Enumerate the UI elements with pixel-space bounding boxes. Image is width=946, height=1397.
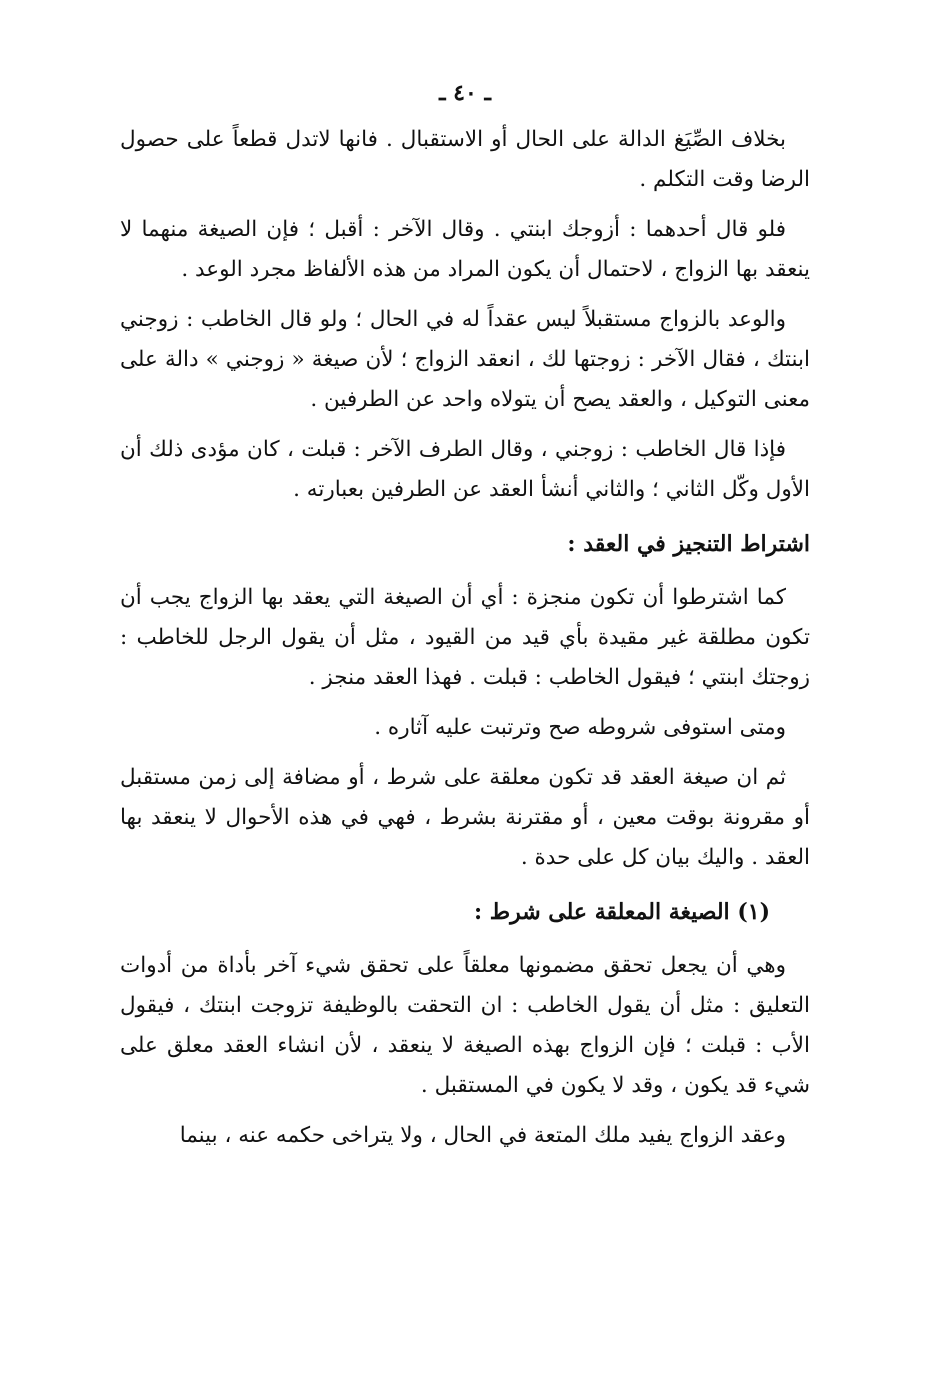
page-number: ـ ٤٠ ـ — [439, 80, 491, 106]
subsection-heading: (١) الصيغة المعلقة على شرط : — [473, 899, 770, 925]
paragraph-5: كما اشترطوا أن تكون منجزة : أي أن الصيغة التي يعقد بها الزواج يجب أن تكون مطلقة غير مقيدة بأي قيد من القيود ، مثل أن يقول الرجل للخاطب : زوجتك ابنتي ؛ فيقول الخاطب : قبلت . فهذا العقد منجز . — [120, 585, 810, 690]
paragraph-2: فلو قال أحدهما : أزوجك ابنتي . وقال الآخر : أقبل ؛ فإن الصيغة منهما لا ينعقد بها الزواج ، لاحتمال أن يكون المراد من هذه الألفاظ مجرد الوعد . — [120, 217, 810, 282]
document-page — [120, 80, 810, 1166]
paragraph-6: ومتى استوفى شروطه صح وترتبت عليه آثاره . — [374, 715, 786, 740]
section-heading: اشتراط التنجيز في العقد : — [567, 531, 810, 557]
paragraph-4: فإذا قال الخاطب : زوجني ، وقال الطرف الآخر : قبلت ، كان مؤدى ذلك أن الأول وكّل الثاني ؛ والثاني أنشأ العقد عن الطرفين بعبارته . — [120, 437, 810, 502]
paragraph-8: وهي أن يجعل تحقق مضمونها معلقاً على تحقق شيء آخر بأداة من أدوات التعليق : مثل أن يقول الخاطب : ان التحقت بالوظيفة تزوجت ابنتك ، فيقول الأب : قبلت ؛ فإن الزواج بهذه الصيغة لا ينعقد ، لأن انشاء العقد معلق على شيء قد يكون ، وقد لا يكون في المستقبل . — [120, 953, 810, 1098]
paragraph-3: والوعد بالزواج مستقبلاً ليس عقداً له في الحال ؛ ولو قال الخاطب : زوجني ابنتك ، فقال الآخر : زوجتها لك ، انعقد الزواج ؛ لأن صيغة « زوجني » دالة على معنى التوكيل ، والعقد يصح أن يتولاه واحد عن الطرفين . — [120, 307, 810, 412]
paragraph-9: وعقد الزواج يفيد ملك المتعة في الحال ، ولا يتراخى حكمه عنه ، بينما — [179, 1123, 786, 1148]
paragraph-1: بخلاف الصِّيَغ الدالة على الحال أو الاستقبال . فانها لاتدل قطعاً على حصول الرضا وقت التكلم . — [120, 127, 810, 192]
paragraph-7: ثم ان صيغة العقد قد تكون معلقة على شرط ، أو مضافة إلى زمن مستقبل أو مقرونة بوقت معين ، أو مقترنة بشرط ، فهي في هذه الأحوال لا ينعقد بها العقد . واليك بيان كل على حدة . — [120, 765, 810, 870]
